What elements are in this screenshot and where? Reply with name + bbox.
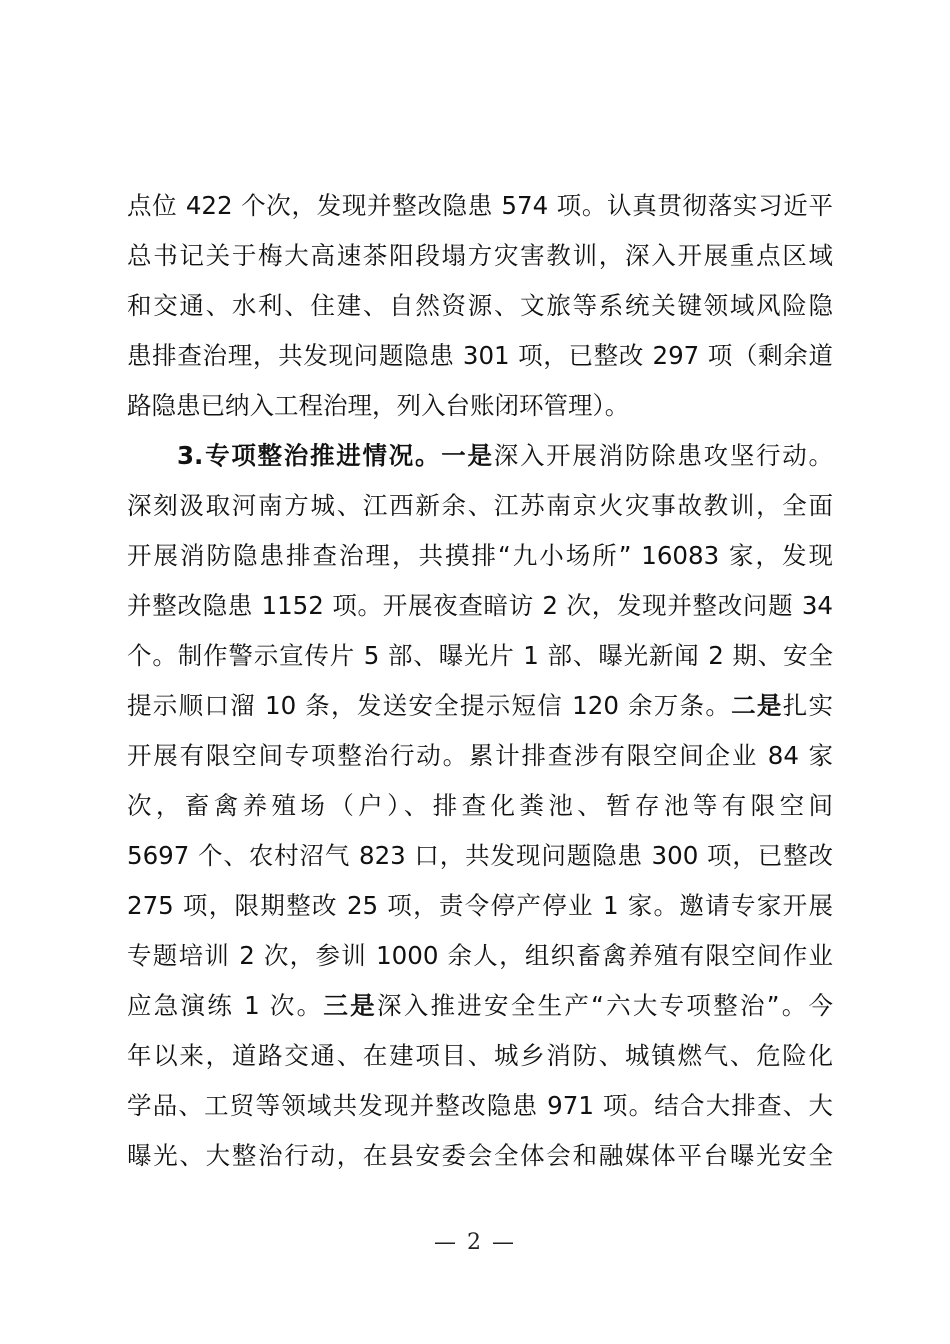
item-label-first: 一是 [441, 441, 494, 470]
text-line: 点位 422 个次，发现并整改隐患 574 项。认真贯彻落实习近平 [127, 191, 833, 220]
text-line [127, 981, 833, 1031]
text-line: 并整改隐患 1152 项。开展夜查暗访 2 次，发现并整改问题 34 [127, 591, 833, 620]
text-fragment: 应急演练 1 次。 [127, 991, 324, 1020]
text-line: 和交通、水利、住建、自然资源、文旅等系统关键领域风险隐 [127, 291, 833, 320]
text-line [127, 681, 833, 731]
item-label-third: 三是 [323, 991, 377, 1020]
text-line: 学品、工贸等领域共发现并整改隐患 971 项。结合大排查、大 [127, 1091, 833, 1120]
body-text [127, 181, 833, 1181]
text-line: 275 项，限期整改 25 项，责令停产停业 1 家。邀请专家开展 [127, 891, 833, 920]
text-line: 深刻汲取河南方城、江西新余、江苏南京火灾事故教训，全面 [127, 491, 833, 520]
text-line: 曝光、大整治行动，在县安委会全体会和融媒体平台曝光安全 [127, 1141, 833, 1170]
section-heading: 3.专项整治推进情况。 [177, 441, 442, 470]
text-line: 年以来，道路交通、在建项目、城乡消防、城镇燃气、危险化 [127, 1041, 833, 1070]
text-line: 个。制作警示宣传片 5 部、曝光片 1 部、曝光新闻 2 期、安全 [127, 641, 833, 670]
text-fragment: 深入开展消防除患攻坚行动。 [493, 441, 834, 470]
item-label-second: 二是 [731, 691, 783, 720]
text-line: 专题培训 2 次，参训 1000 余人，组织畜禽养殖有限空间作业 [127, 941, 833, 970]
section-heading-line [127, 431, 833, 481]
text-fragment: 深入推进安全生产“六大专项整治”。今 [376, 991, 834, 1020]
text-line: 5697 个、农村沼气 823 口，共发现问题隐患 300 项，已整改 [127, 841, 833, 870]
text-line: 总书记关于梅大高速茶阳段塌方灾害教训，深入开展重点区域 [127, 241, 833, 270]
text-line: 患排查治理，共发现问题隐患 301 项，已整改 297 项（剩余道 [127, 341, 833, 370]
text-line: 路隐患已纳入工程治理，列入台账闭环管理）。 [127, 391, 630, 420]
text-line: 开展消防隐患排查治理，共摸排“九小场所” 16083 家，发现 [127, 541, 833, 570]
text-fragment: 提示顺口溜 10 条，发送安全提示短信 120 余万条。 [127, 691, 732, 720]
text-line: 次，畜禽养殖场（户）、排查化粪池、暂存池等有限空间 [127, 791, 833, 820]
text-line: 开展有限空间专项整治行动。累计排查涉有限空间企业 84 家 [127, 741, 833, 770]
page-number: — 2 — [434, 1230, 516, 1255]
text-fragment: 扎实 [782, 691, 834, 720]
